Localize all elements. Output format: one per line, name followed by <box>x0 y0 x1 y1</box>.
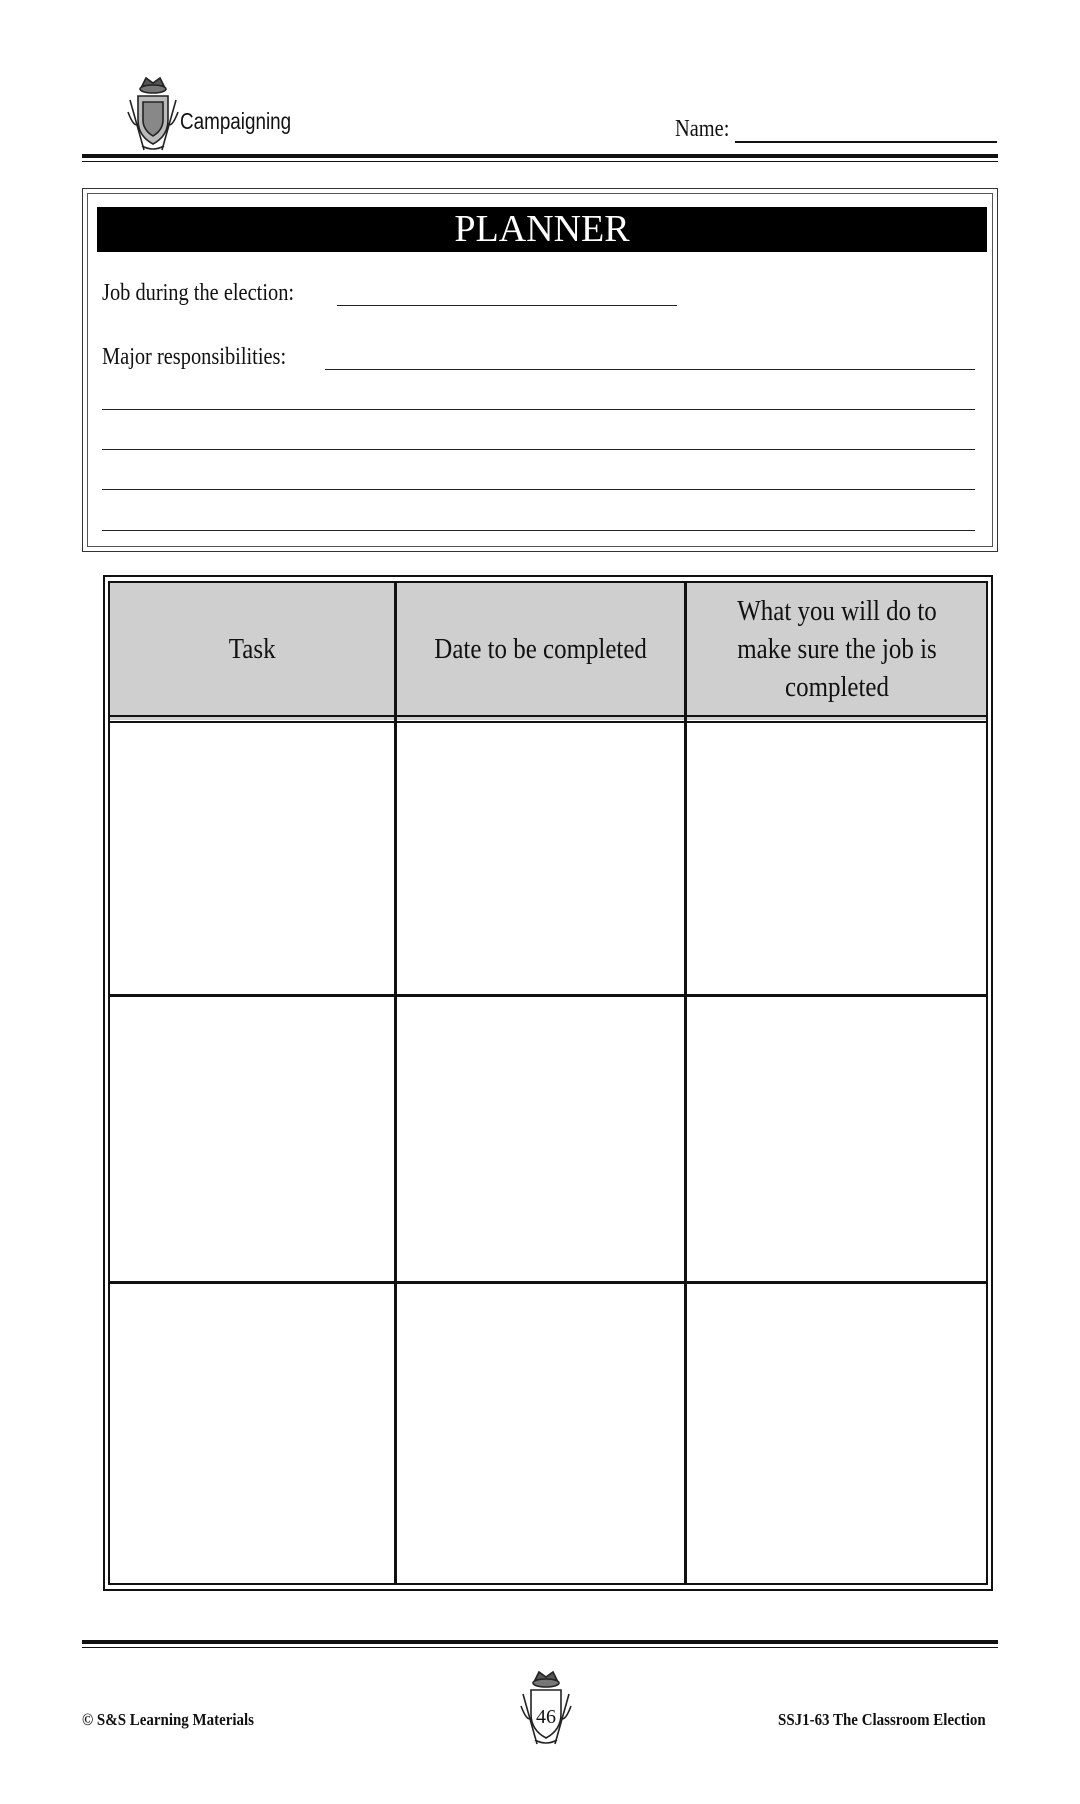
responsibilities-input-line[interactable] <box>102 489 975 490</box>
table-cell-date[interactable] <box>397 1284 684 1583</box>
responsibilities-input-line[interactable] <box>102 530 975 531</box>
footer-rule-thin <box>82 1647 998 1648</box>
name-input-line[interactable] <box>735 141 997 143</box>
table-cell-task[interactable] <box>110 721 394 994</box>
table-cell-task[interactable] <box>110 997 394 1281</box>
job-input-line[interactable] <box>337 305 677 306</box>
responsibilities-input-line[interactable] <box>102 449 975 450</box>
table-cell-plan[interactable] <box>687 721 986 994</box>
page-number: 46 <box>536 1706 556 1728</box>
responsibilities-input-line[interactable] <box>325 369 975 370</box>
table-cell-date[interactable] <box>397 997 684 1281</box>
header-rule-thin <box>82 161 998 162</box>
responsibilities-label: Major responsibilities: <box>102 344 287 370</box>
table-cell-date[interactable] <box>397 721 684 994</box>
book-title: SSJ1-63 The Classroom Election <box>778 1710 986 1729</box>
column-header-task: Task <box>228 633 276 665</box>
planner-title: PLANNER <box>454 208 630 250</box>
table-cell-task[interactable] <box>110 1284 394 1583</box>
table-cell-plan[interactable] <box>687 1284 986 1583</box>
crest-icon <box>124 72 182 154</box>
name-label: Name: <box>675 116 730 142</box>
footer-rule-thick <box>82 1640 998 1644</box>
column-header-date: Date to be completed <box>434 633 647 665</box>
copyright-text: © S&S Learning Materials <box>82 1710 254 1729</box>
responsibilities-input-line[interactable] <box>102 409 975 410</box>
header-rule-thick <box>82 154 998 158</box>
job-label: Job during the election: <box>102 280 295 306</box>
table-cell-plan[interactable] <box>687 997 986 1281</box>
column-header-plan: What you will do to make sure the job is completed <box>736 595 937 703</box>
section-title: Campaigning <box>180 108 292 134</box>
